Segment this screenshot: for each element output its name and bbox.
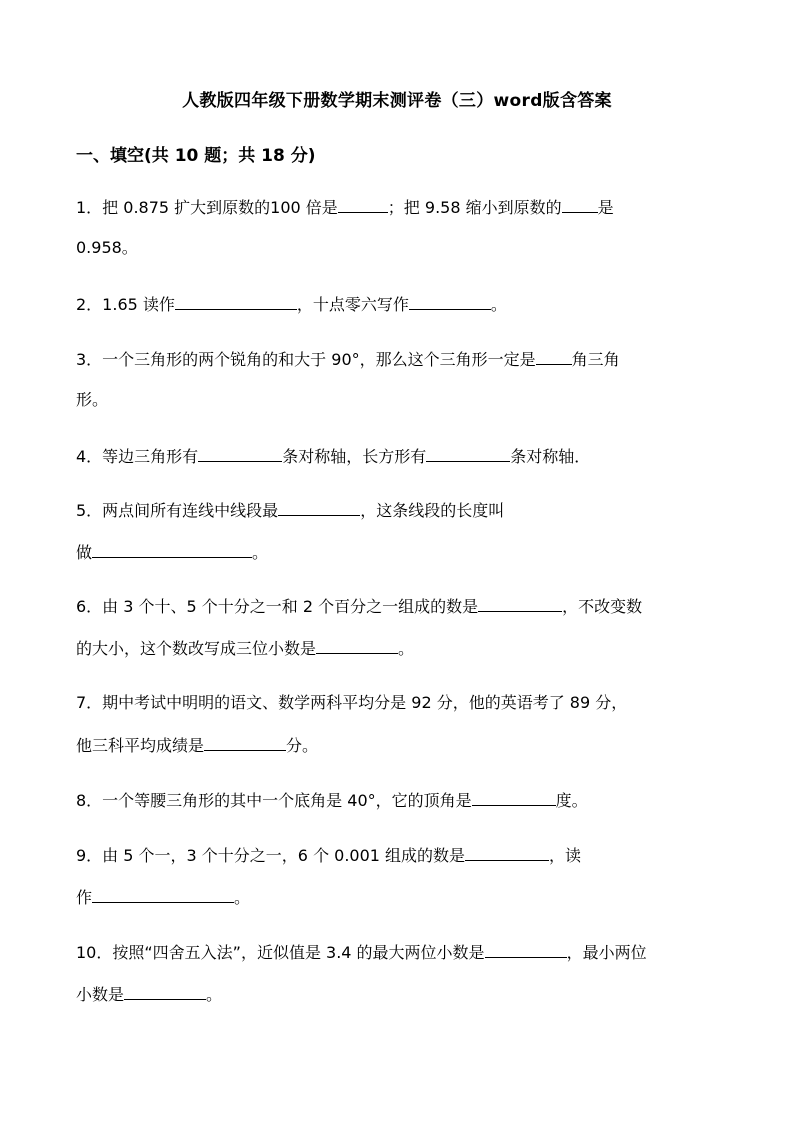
- question-3-line-1: [76, 349, 620, 370]
- question-2-text-b: ，十点零六写作: [296, 295, 409, 314]
- question-10-text-d: 。: [206, 985, 223, 1004]
- question-10-blank-1[interactable]: [485, 942, 567, 958]
- question-5-text-a: 5．两点间所有连线中线段最: [76, 501, 279, 520]
- question-8-text-b: 度。: [555, 791, 588, 810]
- question-9-blank-1[interactable]: [465, 845, 549, 861]
- question-3-blank-1[interactable]: [536, 349, 572, 365]
- question-3-text-c: 形。: [76, 390, 109, 409]
- question-7-text-a: 7．期中考试中明明的语文、数学两科平均分是 92 分，他的英语考了 89 分，: [76, 693, 628, 712]
- question-2-text-c: 。: [490, 295, 507, 314]
- question-2-line-1: [76, 294, 507, 315]
- question-5-line-1: [76, 500, 504, 521]
- question-9-line-1: [76, 845, 581, 866]
- section-heading: 一、填空(共 10 题；共 18 分): [76, 146, 316, 166]
- question-1-text-a: 1．把 0.875 扩大到原数的100 倍是: [76, 198, 338, 217]
- question-1-text-b: ；把 9.58 缩小到原数的: [387, 198, 562, 217]
- question-9-text-c: 作: [76, 888, 93, 907]
- question-2-blank-2[interactable]: [409, 294, 491, 310]
- question-4-text-b: 条对称轴，长方形有: [282, 447, 427, 466]
- question-6-line-1: [76, 596, 642, 617]
- question-4-blank-1[interactable]: [198, 446, 282, 462]
- question-6-line-2: [76, 638, 414, 659]
- document-title: 人教版四年级下册数学期末测评卷（三）word版含答案: [182, 91, 612, 111]
- question-5-text-c: 做: [76, 543, 93, 562]
- question-6-blank-1[interactable]: [478, 596, 562, 612]
- question-4-text-a: 4．等边三角形有: [76, 447, 199, 466]
- question-1-line-2: [76, 238, 138, 258]
- question-7-line-2: [76, 735, 318, 756]
- question-5-blank-1[interactable]: [278, 500, 360, 516]
- question-6-text-b: ，不改变数: [562, 597, 643, 616]
- question-5-blank-2[interactable]: [92, 542, 252, 558]
- question-8-text-a: 8．一个等腰三角形的其中一个底角是 40°，它的顶角是: [76, 791, 472, 810]
- question-10-blank-2[interactable]: [124, 984, 206, 1000]
- question-10-text-a: 10．按照“四舍五入法”，近似值是 3.4 的最大两位小数是: [76, 943, 485, 962]
- question-6-blank-2[interactable]: [316, 638, 398, 654]
- question-8-line-1: [76, 790, 588, 811]
- question-7-blank-1[interactable]: [204, 735, 286, 751]
- question-6-text-a: 6．由 3 个十、5 个十分之一和 2 个百分之一组成的数是: [76, 597, 479, 616]
- question-1-text-d: 0.958。: [76, 238, 138, 257]
- question-6-text-d: 。: [398, 639, 415, 658]
- question-5-text-b: ，这条线段的长度叫: [360, 501, 505, 520]
- question-1-blank-1[interactable]: [338, 197, 388, 213]
- question-1-line-1: [76, 197, 614, 218]
- question-4-blank-2[interactable]: [426, 446, 510, 462]
- question-10-line-2: [76, 984, 222, 1005]
- question-1-text-c: 是: [597, 198, 614, 217]
- question-4-text-c: 条对称轴．: [510, 447, 591, 466]
- question-10-line-1: [76, 942, 647, 963]
- question-2-text-a: 2．1.65 读作: [76, 295, 175, 314]
- question-2-blank-1[interactable]: [175, 294, 297, 310]
- question-3-line-2: [76, 390, 108, 410]
- question-1-blank-2[interactable]: [562, 197, 598, 213]
- question-7-text-b: 他三科平均成绩是: [76, 736, 205, 755]
- question-5-line-2: [76, 542, 268, 563]
- question-9-line-2: [76, 887, 250, 908]
- question-3-text-a: 3．一个三角形的两个锐角的和大于 90°，那么这个三角形一定是: [76, 350, 536, 369]
- question-10-text-c: 小数是: [76, 985, 125, 1004]
- question-9-blank-2[interactable]: [92, 887, 234, 903]
- question-7-text-c: 分。: [286, 736, 319, 755]
- question-9-text-a: 9．由 5 个一，3 个十分之一，6 个 0.001 组成的数是: [76, 846, 466, 865]
- question-9-text-b: ，读: [549, 846, 582, 865]
- question-7-line-1: [76, 693, 627, 713]
- question-5-text-d: 。: [252, 543, 269, 562]
- question-3-text-b: 角三角: [571, 350, 620, 369]
- question-9-text-d: 。: [234, 888, 251, 907]
- question-10-text-b: ，最小两位: [566, 943, 647, 962]
- question-8-blank-1[interactable]: [472, 790, 556, 806]
- question-6-text-c: 的大小，这个数改写成三位小数是: [76, 639, 317, 658]
- question-4-line-1: [76, 446, 590, 467]
